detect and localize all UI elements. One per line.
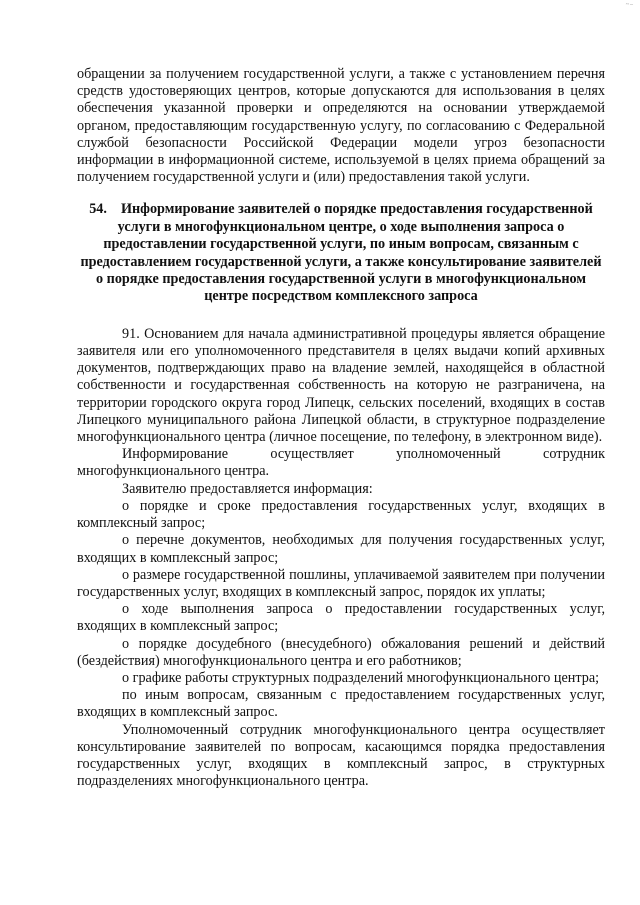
list-item-order-and-term: о порядке и сроке предоставления государственных услуг, входящих в комплексный запрос; xyxy=(77,497,605,532)
list-item-work-schedule: о графике работы структурных подразделений многофункционального центра; xyxy=(122,669,600,686)
paragraph-info-intro: Заявителю предоставляется информация: xyxy=(122,480,373,497)
section-heading xyxy=(77,201,605,305)
list-item-other-questions: по иным вопросам, связанным с предоставлением государственных услуг, входящих в комплексный запрос. xyxy=(77,687,605,721)
section-title: Информирование заявителей о порядке предоставления государственной услуги в многофункциональном центре, о ходе выполнения запроса о предоставлении государственной услуги, по иным вопросам, связанным с предоставлением государственной услуги, а также консультирование заявителей о порядке предоставления государственной услуги в многофункциональном центре посредством комплексного запроса xyxy=(80,201,602,305)
section-number: 54. xyxy=(89,201,107,218)
paragraph-consulting: Уполномоченный сотрудник многофункционального центра осуществляет консультирование заявителей по вопросам, касающимся порядка предоставления государственных услуг, входящих в комплексный запрос, в структурных подразделениях многофункционального центра. xyxy=(77,721,605,790)
paragraph-91: 91. Основанием для начала административной процедуры является обращение заявителя или его уполномоченного представителя в целях выдачи копий архивных документов, подтверждающих право на владение землей, находящейся в областной собственности и государственная собственность на которую не разграничена, на территории городского округа город Липецк, сельских поселений, входящих в состав Липецкого муниципального района Липецкой области, в структурное подразделение многофункционального центра (личное посещение, по телефону, в электронном виде). xyxy=(77,325,605,446)
document-page xyxy=(77,66,605,790)
list-item-state-fee: о размере государственной пошлины, уплачиваемой заявителем при получении государственных услуг, входящих в комплексный запрос, порядок их уплаты; xyxy=(77,566,605,600)
list-item-request-progress: о ходе выполнения запроса о предоставлении государственных услуг, входящих в комплексный запрос; xyxy=(77,601,605,635)
list-item-appeal-procedure: о порядке досудебного (внесудебного) обжалования решений и действий (бездействия) многофункционального центра и его работников; xyxy=(77,635,605,669)
intro-paragraph: обращении за получением государственной услуги, а также с установлением перечня средств удостоверяющих центров, которые допускаются для использования в целях обеспечения указанной проверки и определяются на основании утверждаемой органом, предоставляющим государственную услугу, по согласованию с Федеральной службой безопасности Российской Федерации модели угроз безопасности информации в информационной системе, используемой в целях приема обращений за получением государственной услуги и (или) предоставления такой услуги. xyxy=(77,66,605,186)
paragraph-informing: Информирование осуществляет уполномоченный сотрудник многофункционального центра. xyxy=(77,446,605,480)
list-item-documents: о перечне документов, необходимых для получения государственных услуг, входящих в комплексный запрос; xyxy=(77,532,605,566)
corner-mark: ~– xyxy=(625,2,634,8)
